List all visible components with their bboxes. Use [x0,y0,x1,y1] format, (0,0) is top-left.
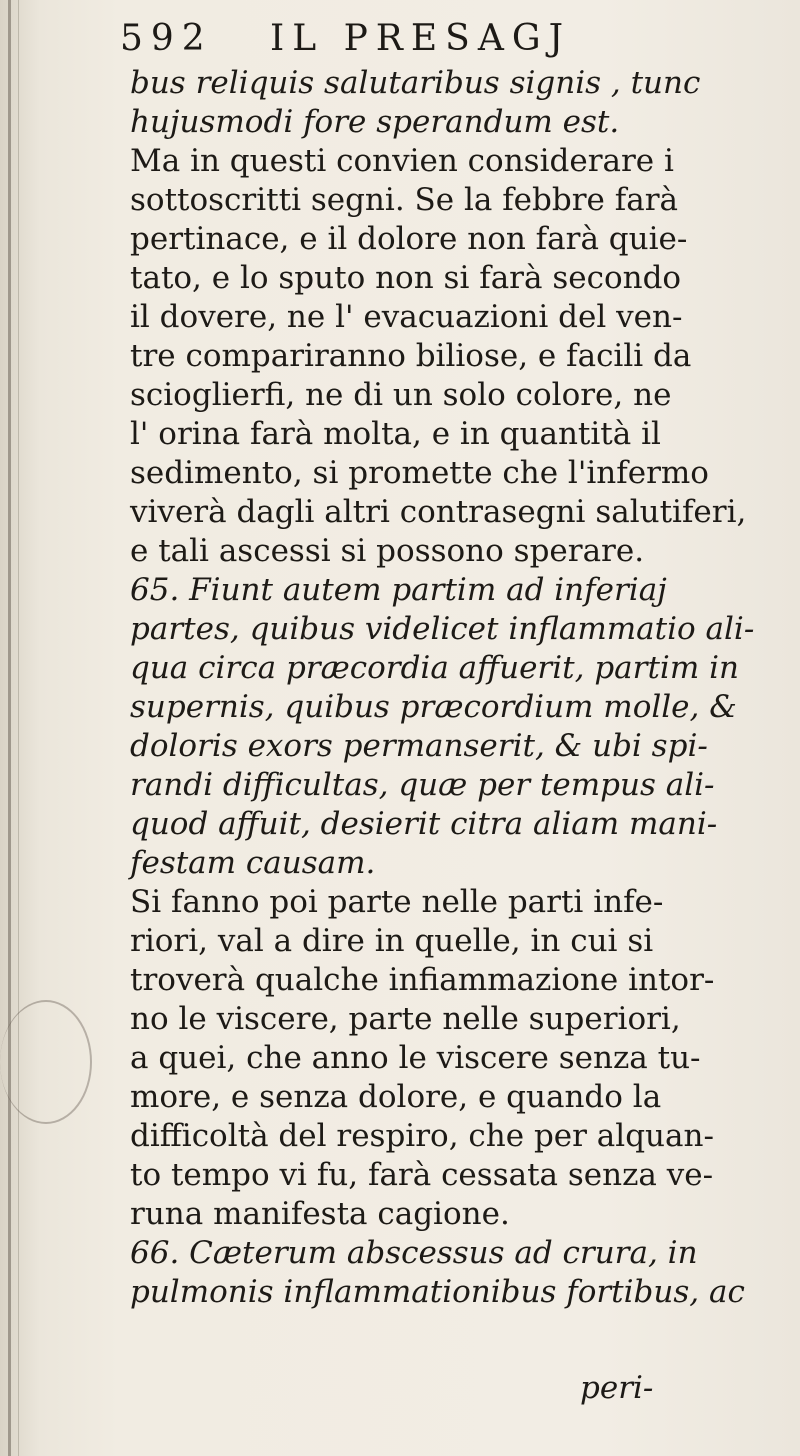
text-line: l' orina farà molta, e in quantità il [130,416,661,452]
text-line: tato, e lo sputo non si farà secondo [130,260,682,296]
text-line: il dovere, ne l' evacuazioni del ven- [130,299,683,335]
text-line: pulmonis inflammationibus fortibus, ac [130,1274,745,1310]
bleed-through-mark [0,1000,92,1124]
text-line: to tempo vi fu, farà cessata senza ve- [130,1157,714,1193]
text-line: e tali ascessi si possono sperare. [130,533,645,569]
text-line: qua circa præcordia affuerit, partim in [130,650,739,686]
text-line: viverà dagli altri contrasegni salutiferi, [130,494,747,530]
page-number: 592 [120,18,213,59]
text-line: doloris exors permanserit, & ubi spi- [130,728,708,764]
text-line: difficoltà del respiro, che per alquan- [130,1118,714,1154]
text-line: more, e senza dolore, e quando la [130,1079,662,1115]
text-line: partes, quibus videlicet inflammatio ali- [130,611,755,647]
text-line: riori, val a dire in quelle, in cui si [130,923,654,959]
text-line: tre compariranno biliose, e facili da [130,338,692,374]
text-line: sottoscritti segni. Se la febbre farà [130,182,678,218]
text-line: troverà qualche infiammazione intor- [130,962,715,998]
text-line: festam causam. [130,845,376,881]
running-header [120,18,720,68]
body-text [130,64,770,1312]
text-line: 65. Fiunt autem partim ad inferiaj [130,572,667,608]
text-line: scioglierfi, ne di un solo colore, ne [130,377,672,413]
text-line: 66. Cæterum abscessus ad crura, in [130,1235,698,1271]
text-line: supernis, quibus præcordium molle, & [130,689,737,725]
text-line: quod affuit, desierit citra aliam mani- [130,806,718,842]
running-title: IL PRESAGJ [270,18,572,59]
text-line: hujusmodi fore sperandum est. [130,104,620,140]
text-line: sedimento, si promette che l'infermo [130,455,709,491]
text-line: no le viscere, parte nelle superiori, [130,1001,681,1037]
text-line: bus reliquis salutaribus signis , tunc [130,65,701,101]
page-gutter-edge [8,0,11,1456]
text-line: Si fanno poi parte nelle parti infe- [130,884,664,920]
text-line: runa manifesta cagione. [130,1196,510,1232]
text-line: randi difficultas, quæ per tempus ali- [130,767,715,803]
text-line: pertinace, e il dolore non farà quie- [130,221,688,257]
page-gutter-shadow [18,0,19,1456]
text-line: Ma in questi convien considerare i [130,143,674,179]
text-line: a quei, che anno le viscere senza tu- [130,1040,701,1076]
catchword: peri- [580,1370,654,1406]
